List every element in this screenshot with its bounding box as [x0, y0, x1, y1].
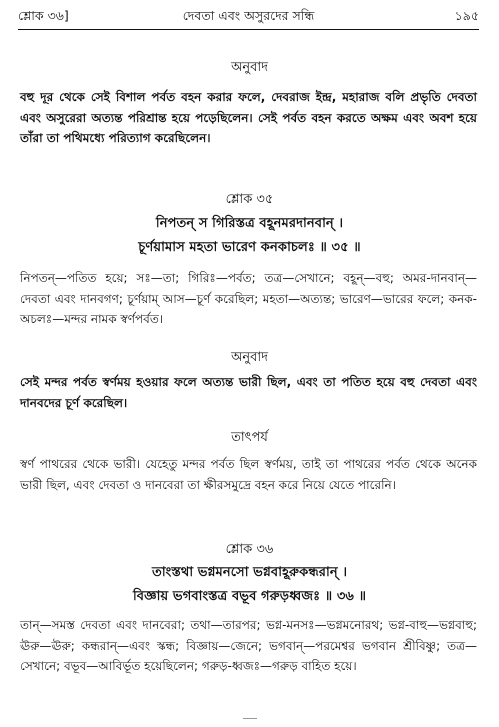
verse-heading: শ্লোক ৩৫ — [225, 192, 274, 207]
verse-line: বিজ্ঞায় ভগবাংস্তত্র বভূব গরুড়ধ্বজঃ ॥ ৩৬ ॥ — [132, 589, 367, 604]
header-rule — [18, 29, 479, 30]
header-verse-ref: শ্লোক ৩৬] — [18, 8, 69, 23]
translation-text: বহু দূর থেকে সেই বিশাল পর্বত বহন করার ফলে, দেবরাজ ইন্দ্র, মহারাজ বলি প্রভৃতি দেবতা এবং অসুরেরা অত্যন্ত পরিশ্রান্ত হয়ে পড়েছিলেন। সেই পর্বত বহন করতে অক্ষম এবং অবশ হয়ে তাঁরা তা পথিমধ্যে পরিত্যাগ করেছিলেন। — [20, 90, 477, 145]
verse-line: চূর্ণয়ামাস মহতা ভারেণ কনকাচলঃ ॥ ৩৫ ॥ — [138, 240, 361, 255]
verse-line: নিপতন্ স গিরিস্তত্র বহূনমরদানবান্ । — [155, 216, 344, 231]
footer-mark — [243, 718, 257, 719]
header-chapter-title: দেবতা এবং অসুরদের সন্ধি — [182, 8, 315, 23]
running-header — [18, 6, 479, 28]
translation-heading: অনুবাদ — [231, 60, 268, 75]
synonyms-text: তান্—সমস্ত দেবতা এবং দানবেরা; তথা—তারপর; ভগ্ন-মনসঃ—ভগ্নমনোরথ; ভগ্ন-বাহু—ভগ্নবাহু; ঊরু—ঊরু; কন্ধরান্—এবং স্কন্ধ; বিজ্ঞায়—জেনে; ভগবান্—পরমেশ্বর ভগবান শ্রীবিষ্ণু; তত্র—সেখানে; বভূব—আবির্ভূত হয়েছিলেন; গরুড়-ধ্বজঃ—গরুড় বাহিত হয়ে। — [20, 618, 477, 673]
verse-heading: শ্লোক ৩৬ — [225, 542, 274, 557]
translation-text: সেই মন্দর পর্বত স্বর্ণময় হওয়ার ফলে অত্যন্ত ভারী ছিল, এবং তা পতিত হয়ে বহু দেবতা এবং দানবদের চূর্ণ করেছিল। — [20, 375, 477, 410]
verse-line: তাংস্তথা ভগ্নমনসো ভগ্নবাহূরুকন্ধরান্ । — [151, 565, 348, 580]
synonyms-text: নিপতন্—পতিত হয়ে; সঃ—তা; গিরিঃ—পর্বত; তত্র—সেখানে; বহূন্—বহু; অমর-দানবান্—দেবতা এবং দানবগণ; চূর্ণয়াম্ আস—চূর্ণ করেছিল; মহতা—অত্যন্ত; ভারেণ—ভারের ফলে; কনক-অচলঃ—মন্দর নামক স্বর্ণপর্বত। — [20, 271, 477, 326]
purport-text: স্বর্ণ পাথরের থেকে ভারী। যেহেতু মন্দর পর্বত ছিল স্বর্ণময়, তাই তা পাথরের পর্বত থেকে অনেক ভারী ছিল, এবং দেবতা ও দানবেরা তা ক্ষীরসমুদ্রে বহন করে নিয়ে যেতে পারেনি। — [20, 457, 477, 492]
purport-heading: তাৎপর্য — [231, 430, 268, 445]
header-page-number: ১৯৫ — [454, 8, 479, 23]
translation-heading: অনুবাদ — [231, 350, 268, 365]
